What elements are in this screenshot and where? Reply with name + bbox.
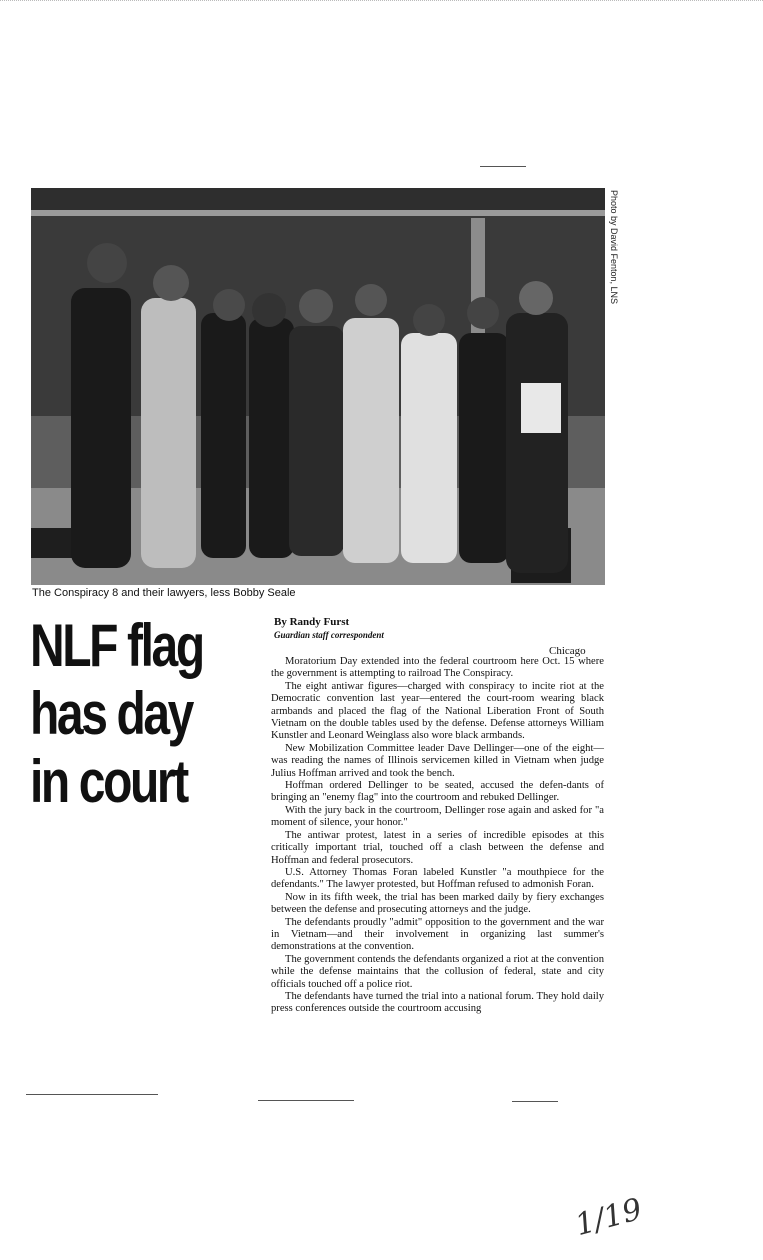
headline-line-1: NLF flag bbox=[30, 612, 203, 679]
article-paragraph: The antiwar protest, latest in a series of incredible episodes at this critically important trial, touched off a clash between the defense and Hoffman and federal prosecutors. bbox=[271, 829, 604, 866]
byline-author: By Randy Furst bbox=[274, 616, 350, 628]
article-paragraph: The defendants proudly "admit" opposition to the government and the war in Vietnam—and their involvement in organizing last summer's demonstrations at the convention. bbox=[271, 916, 604, 953]
article-paragraph: The defendants have turned the trial into a national forum. They hold daily press conferences outside the courtroom accusing bbox=[271, 990, 604, 1015]
article-paragraph: Moratorium Day extended into the federal courtroom here Oct. 15 where the government is attempting to railroad The Conspiracy. bbox=[271, 656, 604, 680]
group-photo bbox=[31, 188, 605, 585]
article-paragraph: New Mobilization Committee leader Dave Dellinger—one of the eight—was reading the names of Illinois servicemen killed in Vietnam when judge Julius Hoffman arrived and took the bench. bbox=[271, 742, 604, 779]
article-body bbox=[271, 656, 604, 1016]
article-paragraph: U.S. Attorney Thomas Foran labeled Kunstler "a mouthpiece for the defendants." The lawyer protested, but Hoffman refused to admonish Foran. bbox=[271, 866, 604, 891]
photo-caption: The Conspiracy 8 and their lawyers, less Bobby Seale bbox=[32, 587, 296, 599]
article-paragraph: The government contends the defendants organized a riot at the convention while the defense maintains that the collusion of federal, state and city officials touched off a police riot. bbox=[271, 953, 604, 990]
headline bbox=[30, 612, 206, 816]
rule-middle bbox=[258, 1100, 354, 1101]
article-paragraph: The eight antiwar figures—charged with conspiracy to incite riot at the Democratic convention last year—entered the court-room wearing black armbands and placed the flag of the National Liberation Front of South Vietnam on the double tables used by the defense. Defense attorneys William Kunstler and Leonard Weinglass also wore black armbands. bbox=[271, 680, 604, 742]
rule-right bbox=[512, 1101, 558, 1102]
photo-credit: Photo by David Fenton, LNS bbox=[609, 190, 619, 305]
article-paragraph: Hoffman ordered Dellinger to be seated, accused the defen-dants of bringing an "enemy flag" into the courtroom and rebuked Dellinger. bbox=[271, 780, 604, 804]
headline-line-2: has day bbox=[30, 680, 192, 747]
dateline: Chicago bbox=[549, 645, 586, 657]
handwritten-note: 1/19 bbox=[571, 1191, 646, 1244]
byline-role: Guardian staff correspondent bbox=[274, 630, 384, 640]
rule-left bbox=[26, 1094, 158, 1095]
article-paragraph: Now in its fifth week, the trial has been marked daily by fiery exchanges between the defense and prosecuting attorneys and the judge. bbox=[271, 891, 604, 916]
headline-line-3: in court bbox=[30, 748, 187, 815]
stray-mark bbox=[480, 166, 526, 167]
page-top-border bbox=[0, 0, 763, 1]
group-photo-illustration bbox=[31, 188, 605, 585]
article-paragraph: With the jury back in the courtroom, Dellinger rose again and asked for "a moment of silence, your honor." bbox=[271, 804, 604, 829]
